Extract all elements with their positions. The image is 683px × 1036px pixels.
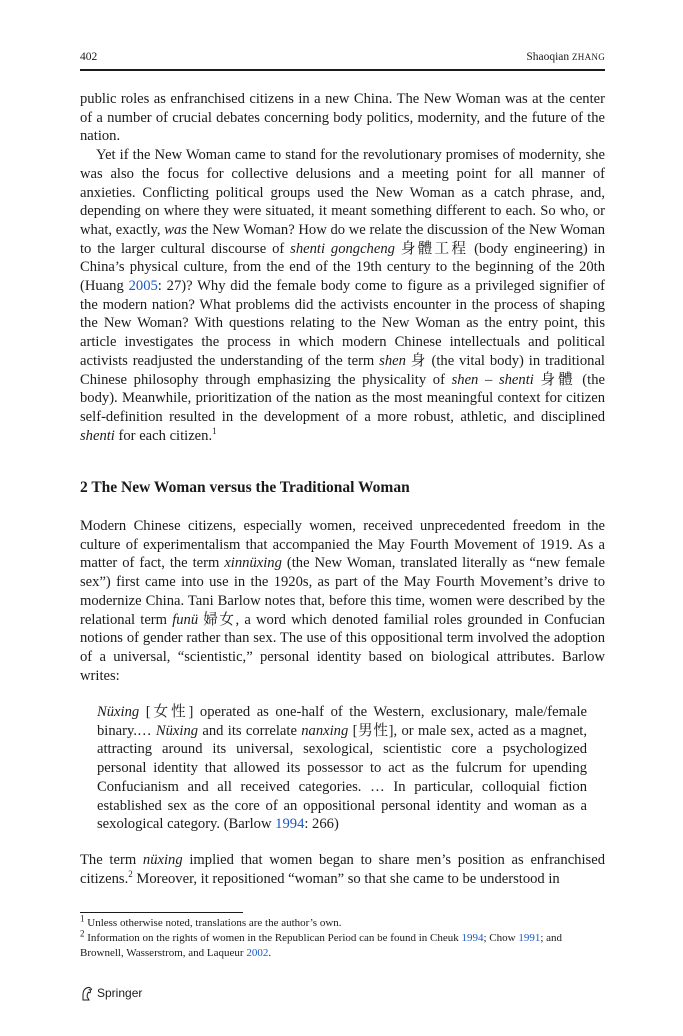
publisher-logo (80, 985, 142, 1001)
text-run: : 266) (304, 816, 339, 833)
text-run: Modern Chinese citizens, especially women, received unprecedented freedom in the culture of experimentalism that accompanied the May Fourth Movement of 1919. As a matter of fact, the term (80, 518, 605, 572)
text-run: 身體 (the body). Meanwhile, prioritization of the nation as the most meaningful context for citizen self-definition resulted in the development of a more robust, athletic, and disciplined (80, 371, 605, 425)
term: shenti gongcheng (290, 240, 395, 257)
footnote-text: ; Chow (483, 932, 519, 944)
text-run: – (478, 371, 499, 388)
text-run: : 27)? Why did the female body come to figure as a privileged signifier of the modern nation? What problems did the activists encounter in the process of shaping the New Woman? With questions relating to the New Woman as the entry point, this article investigates the process in which modern Chinese intellectuals and political activists readjusted the understanding of the term (80, 278, 606, 369)
block-quote (97, 703, 587, 834)
intro-paragraph-2 (80, 146, 605, 445)
term: nanxing (301, 722, 349, 739)
citation-link[interactable]: 1994 (461, 932, 484, 944)
section-text (80, 517, 605, 685)
section-paragraph (80, 517, 605, 685)
text-run: implied that women began to share men’s position as enfranchised citizens. (80, 852, 605, 887)
citation-link[interactable]: 2002 (246, 947, 269, 959)
text-run: (the New Woman, translated literally as “new female sex”) first came into use in the 1920s, as part of the May Fourth Movement’s drive to modernize China. Tani Barlow notes that, before this time, women were described by the relational term (80, 555, 605, 628)
closing-text (80, 851, 605, 888)
text-run: 身體工程 (body engineering) in China’s physical culture, from the end of the 19th century to the beginning of the 20th (Huang (80, 240, 605, 295)
footnote-rule (80, 912, 243, 913)
author-first-name: Shaoqian (526, 51, 572, 63)
emphasis: was (164, 221, 187, 238)
closing-paragraph (80, 851, 605, 888)
text-run: Moreover, it repositioned “woman” so that she came to be understood in (132, 870, 560, 887)
text-run: [女性] operated as one-half of the Western, exclusionary, male/female binary.… (97, 704, 587, 739)
term: shenti (80, 427, 115, 444)
intro-paragraph-1: public roles as enfranchised citizens in a new China. The New Woman was at the center of a number of crucial debates concerning body politics, modernity, and the future of the nation. (80, 91, 605, 145)
term: shen (451, 371, 479, 388)
text-run: 婦女, a word which denoted familial roles grounded in Confucian notions of gender rather than sex. The use of this oppositional term involved the adoption of a universal, “scientistic,” personal identity based on biological attributes. Barlow writes: (80, 611, 605, 684)
section-heading: 2 The New Woman versus the Traditional Woman (80, 479, 410, 496)
term: Nüxing (97, 704, 140, 720)
header-rule (80, 69, 605, 71)
footnote-ref-1[interactable]: 1 (212, 425, 217, 436)
term: Nüxing (155, 722, 199, 739)
footnote-text: Information on the rights of women in the Republican Period can be found in Cheuk (84, 932, 462, 944)
running-header (80, 51, 605, 69)
footnote-number: 1 (80, 913, 85, 924)
term: funü (172, 611, 199, 628)
footnote-2 (80, 928, 605, 961)
citation-link[interactable]: 1994 (275, 816, 305, 833)
author-last-name: ZHANG (572, 52, 605, 62)
text-run: Yet if the New Woman came to stand for the revolutionary promises of modernity, she was also the focus for collective delusions and a meeting point for all manner of anxieties. Conflicting political groups used the New Woman as a catch phrase, and, depending on where they were situated, it meant something different to each. So who, or what, exactly, (80, 147, 605, 238)
text-run: [男性], or male sex, acted as a magnet, attracting around its universal, sexological, scientistic core a psychologized personal identity that allowed its possessor to act as the fulcrum for upending Confucianism and all received categories. … In particular, colloquial fiction established sex as the core of an oppositional personal identity and woman as a sexological category. (Barlow (97, 722, 588, 833)
text-run: and its correlate (198, 722, 302, 739)
text-run: for each citizen. (114, 427, 213, 444)
footnote-text: Unless otherwise noted, translations are the author’s own. (84, 917, 342, 929)
term: xinnüxing (224, 555, 282, 572)
footnote-number: 2 (80, 928, 85, 939)
publisher-name: Springer (97, 986, 143, 1000)
citation-link[interactable]: 1991 (518, 932, 541, 944)
term: shen (379, 352, 406, 369)
running-author (526, 51, 605, 63)
citation-link[interactable]: 2005 (128, 278, 158, 295)
term: nüxing (142, 852, 183, 868)
springer-horse-icon (80, 986, 93, 1001)
footnote-ref-2[interactable]: 2 (128, 868, 133, 879)
text-run: The term (80, 852, 143, 868)
intro-text (80, 90, 605, 445)
page-number: 402 (80, 51, 98, 63)
footnote-text: . (268, 947, 272, 959)
text-run: the New Woman? How do we relate the discussion of the New Woman to the larger cultural discourse of (80, 221, 605, 257)
footnotes (80, 913, 605, 961)
quote-paragraph (97, 703, 587, 834)
text-run: 身 (the vital body) in traditional Chinese philosophy through emphasizing the physicality of (80, 352, 605, 388)
footnote-1 (80, 913, 605, 931)
term: shenti (498, 371, 534, 388)
footnote-text: ; and Brownell, Wasserstrom, and Laqueur (80, 932, 563, 959)
